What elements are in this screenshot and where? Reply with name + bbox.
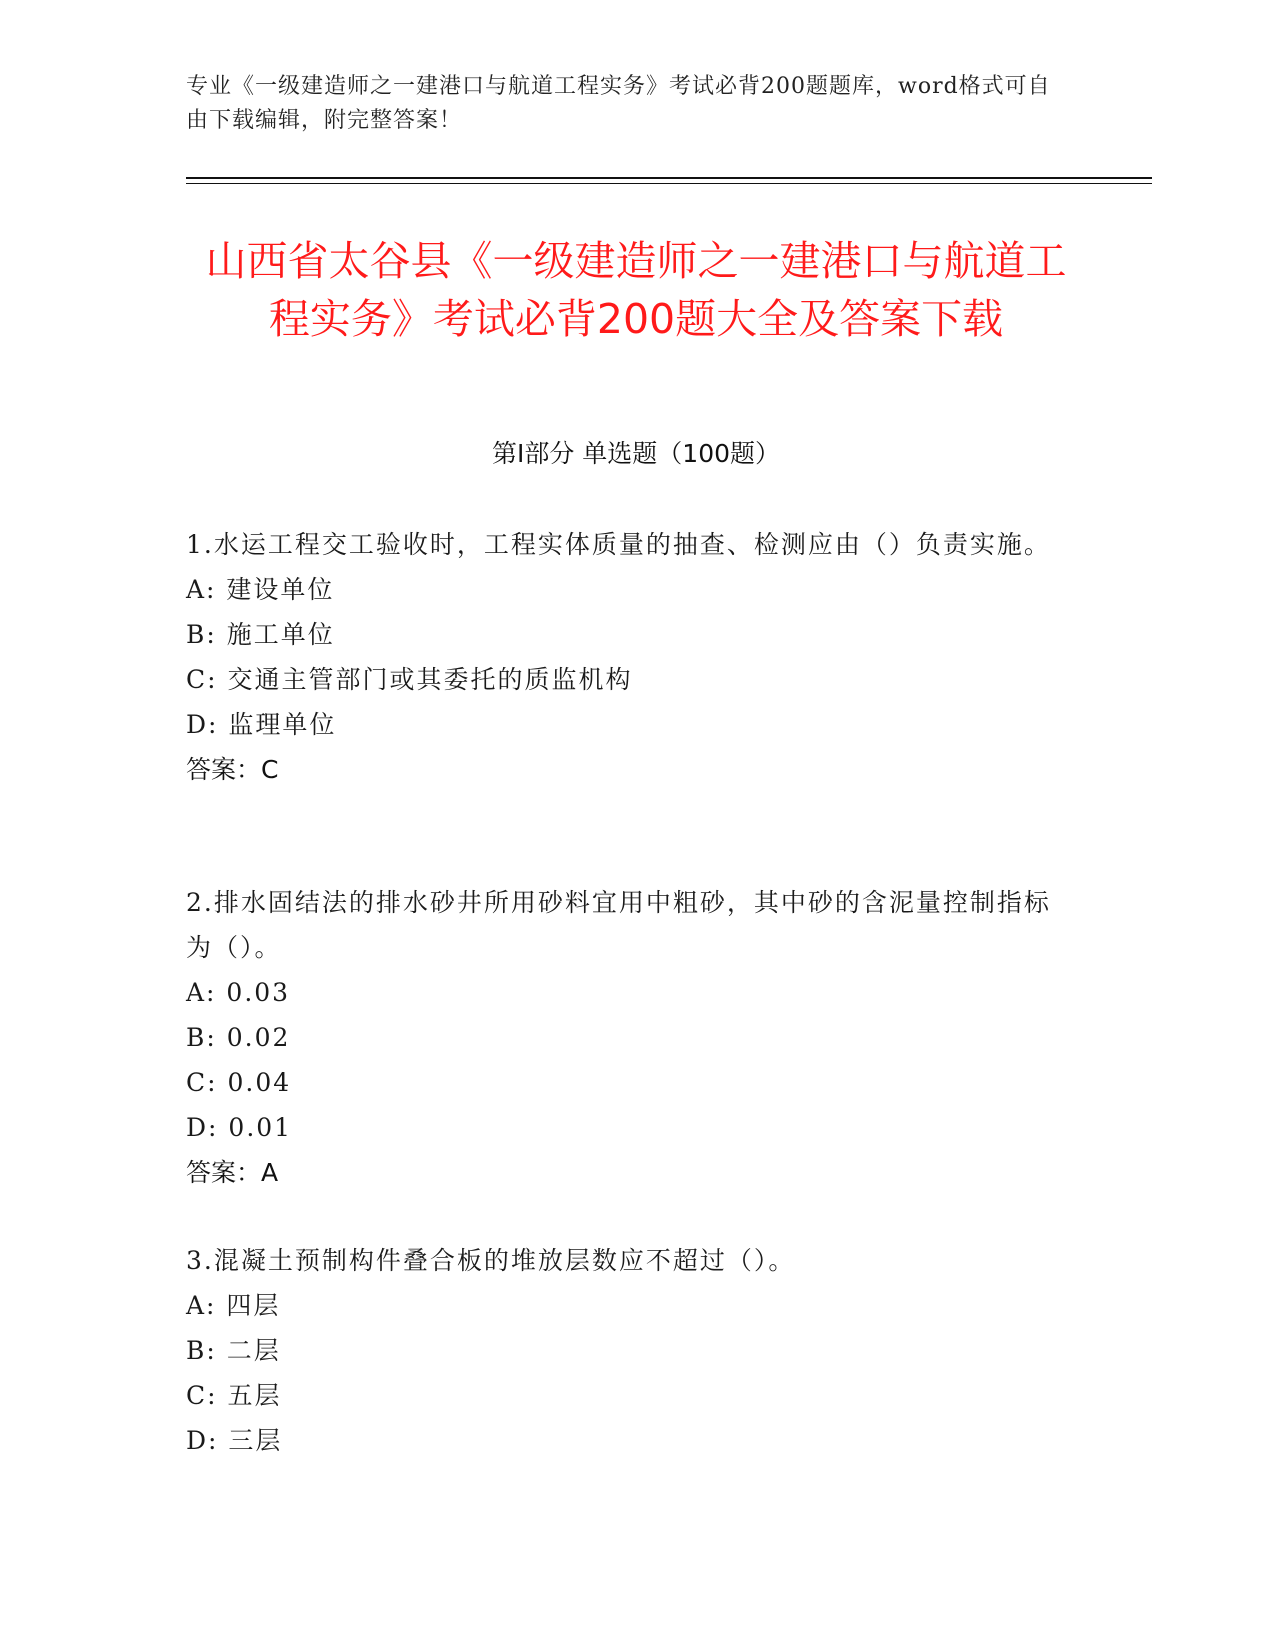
question-stem: 1.水运工程交工验收时，工程实体质量的抽查、检测应由（）负责实施。 xyxy=(186,530,1051,559)
answer: 答案：C xyxy=(186,755,279,784)
question-stem: 2.排水固结法的排水砂井所用砂料宜用中粗砂，其中砂的含泥量控制指标为（）。 xyxy=(186,888,1051,962)
answer: 答案：A xyxy=(186,1158,279,1187)
document-title: 山西省太谷县《一级建造师之一建港口与航道工程实务》考试必背200题大全及答案下载 xyxy=(205,237,1067,343)
question-2 xyxy=(186,880,1066,1195)
option-d: D: 监理单位 xyxy=(186,710,337,739)
option-c: C: 五层 xyxy=(186,1381,282,1410)
header-divider-thin xyxy=(186,183,1152,184)
option-a: A: 四层 xyxy=(186,1291,281,1320)
section-title: 第I部分 单选题（100题） xyxy=(491,439,781,468)
option-d: D: 三层 xyxy=(186,1426,283,1455)
option-c: C: 0.04 xyxy=(186,1068,292,1097)
option-b: B: 施工单位 xyxy=(186,620,335,649)
option-c: C: 交通主管部门或其委托的质监机构 xyxy=(186,665,633,694)
option-b: B: 0.02 xyxy=(186,1023,291,1052)
header-note: 专业《一级建造师之一建港口与航道工程实务》考试必背200题题库，word格式可自由下载编辑，附完整答案！ xyxy=(186,74,1051,133)
question-1 xyxy=(186,522,1066,792)
option-a: A: 建设单位 xyxy=(186,575,335,604)
option-b: B: 二层 xyxy=(186,1336,281,1365)
question-stem: 3.混凝土预制构件叠合板的堆放层数应不超过（）。 xyxy=(186,1246,796,1275)
option-d: D: 0.01 xyxy=(186,1113,293,1142)
question-3 xyxy=(186,1238,1066,1463)
option-a: A: 0.03 xyxy=(186,978,291,1007)
header-divider-thick xyxy=(186,177,1152,179)
